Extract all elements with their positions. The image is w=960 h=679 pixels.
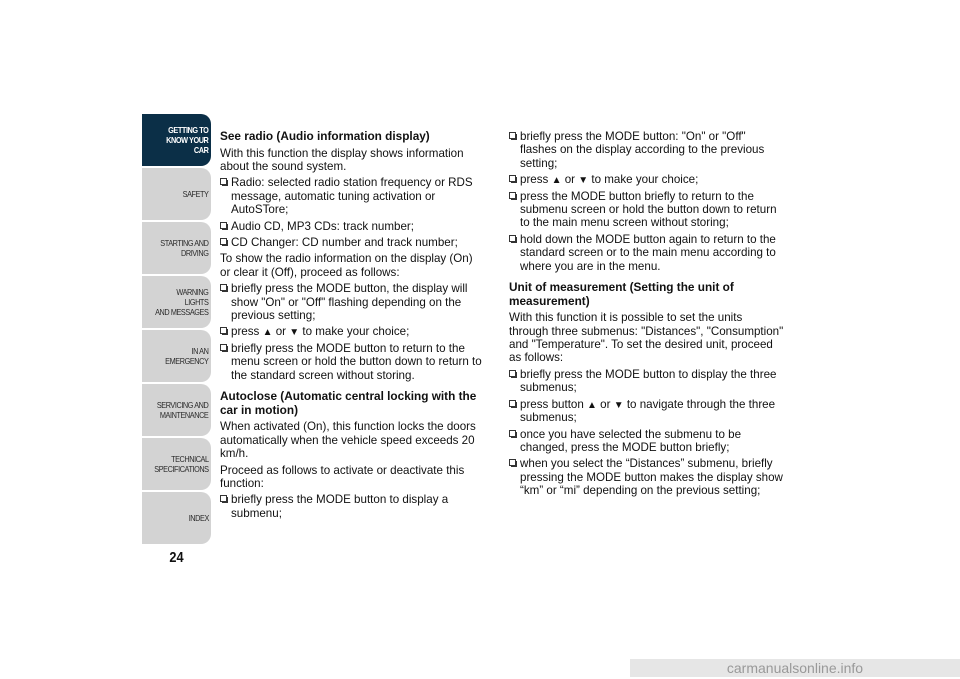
tab-starting-and-driving[interactable] bbox=[142, 222, 211, 274]
list-item: briefly press the MODE button, the display will show "On" or "Off" flashing depending on the previous setting; bbox=[220, 282, 486, 322]
list-item: CD Changer: CD number and track number; bbox=[220, 236, 486, 249]
right-column bbox=[509, 130, 784, 501]
tab-label: SAFETY bbox=[182, 189, 209, 199]
checkbox-bullet-icon bbox=[509, 132, 516, 139]
checkbox-bullet-icon bbox=[220, 238, 227, 245]
up-arrow-icon: ▲ bbox=[262, 327, 273, 339]
tab-label: WARNING LIGHTS AND MESSAGES bbox=[155, 287, 209, 317]
list-item: briefly press the MODE button to display the three submenus; bbox=[509, 368, 784, 395]
list-item: briefly press the MODE button to return to the menu screen or hold the button down to return to the standard screen without storing. bbox=[220, 342, 486, 382]
radio-heading: See radio (Audio information display) bbox=[220, 129, 430, 143]
tab-label: SERVICING AND MAINTENANCE bbox=[156, 400, 209, 420]
tab-label: IN AN EMERGENCY bbox=[165, 346, 209, 366]
checkbox-bullet-icon bbox=[220, 495, 227, 502]
checkbox-bullet-icon bbox=[509, 175, 516, 182]
watermark[interactable]: carmanualsonline.info bbox=[630, 659, 960, 677]
tab-label: GETTING TO KNOW YOUR CAR bbox=[166, 125, 209, 155]
list-item: press the MODE button briefly to return to the submenu screen or hold the button down to return to the main menu screen without storing; bbox=[509, 190, 784, 230]
up-arrow-icon: ▲ bbox=[587, 399, 597, 411]
tab-getting-to-know-your-car[interactable] bbox=[142, 114, 211, 166]
list-item: Audio CD, MP3 CDs: track number; bbox=[220, 220, 486, 233]
chapter-sidebar bbox=[142, 114, 211, 546]
checkbox-bullet-icon bbox=[509, 400, 516, 407]
checkbox-bullet-icon bbox=[509, 430, 516, 437]
tab-label: INDEX bbox=[188, 513, 209, 523]
down-arrow-icon: ▼ bbox=[613, 399, 624, 411]
tab-warning-lights[interactable] bbox=[142, 276, 211, 328]
tab-index[interactable] bbox=[142, 492, 211, 544]
checkbox-bullet-icon bbox=[220, 178, 227, 185]
unit-heading: Unit of measurement (Setting the unit of measurement) bbox=[509, 280, 734, 308]
tab-label: STARTING AND DRIVING bbox=[160, 238, 209, 258]
radio-instruction: To show the radio information on the display (On) or clear it (Off), proceed as follows: bbox=[220, 252, 473, 279]
list-item: once you have selected the submenu to be changed, press the MODE button briefly; bbox=[509, 428, 784, 455]
checkbox-bullet-icon bbox=[509, 235, 516, 242]
list-item: press ▲ or ▼ to make your choice; bbox=[220, 325, 486, 338]
list-item: press button ▲ or ▼ to navigate through the three submenus; bbox=[509, 398, 784, 425]
checkbox-bullet-icon bbox=[220, 222, 227, 229]
autoclose-text: When activated (On), this function locks the doors automatically when the vehicle speed exceeds 20 km/h. bbox=[220, 420, 476, 461]
checkbox-bullet-icon bbox=[509, 370, 516, 377]
checkbox-bullet-icon bbox=[509, 192, 516, 199]
down-arrow-icon: ▼ bbox=[289, 327, 300, 339]
list-item: hold down the MODE button again to return to the standard screen or to the main menu according to where you are in the menu. bbox=[509, 233, 784, 273]
left-column bbox=[220, 130, 486, 523]
list-item: press ▲ or ▼ to make your choice; bbox=[509, 173, 784, 186]
checkbox-bullet-icon bbox=[220, 344, 227, 351]
up-arrow-icon: ▲ bbox=[551, 175, 562, 187]
list-item: Radio: selected radio station frequency or RDS message, automatic tuning activation or AutoSTore; bbox=[220, 176, 486, 216]
list-item: briefly press the MODE button to display a submenu; bbox=[220, 493, 486, 520]
tab-technical-specifications[interactable] bbox=[142, 438, 211, 490]
tab-in-an-emergency[interactable] bbox=[142, 330, 211, 382]
radio-intro: With this function the display shows information about the sound system. bbox=[220, 146, 464, 173]
tab-label: TECHNICAL SPECIFICATIONS bbox=[154, 454, 209, 474]
tab-safety[interactable] bbox=[142, 168, 211, 220]
checkbox-bullet-icon bbox=[220, 284, 227, 291]
checkbox-bullet-icon bbox=[509, 459, 516, 466]
autoclose-text: Proceed as follows to activate or deactivate this function: bbox=[220, 463, 465, 490]
autoclose-heading: Autoclose (Automatic central locking with the car in motion) bbox=[220, 389, 477, 417]
list-item: when you select the “Distances” submenu, briefly pressing the MODE button makes the display show “km” or “mi” depending on the previous setting; bbox=[509, 457, 784, 497]
down-arrow-icon: ▼ bbox=[578, 175, 589, 187]
checkbox-bullet-icon bbox=[220, 327, 227, 334]
page-number: 24 bbox=[169, 549, 184, 566]
tab-servicing[interactable] bbox=[142, 384, 211, 436]
unit-intro: With this function it is possible to set the units through three submenus: "Distances", "Consumption" and "Temperature". To set the desired unit, proceed as follows: bbox=[509, 311, 784, 365]
list-item: briefly press the MODE button: "On" or "Off" flashes on the display according to the previous setting; bbox=[509, 130, 784, 170]
